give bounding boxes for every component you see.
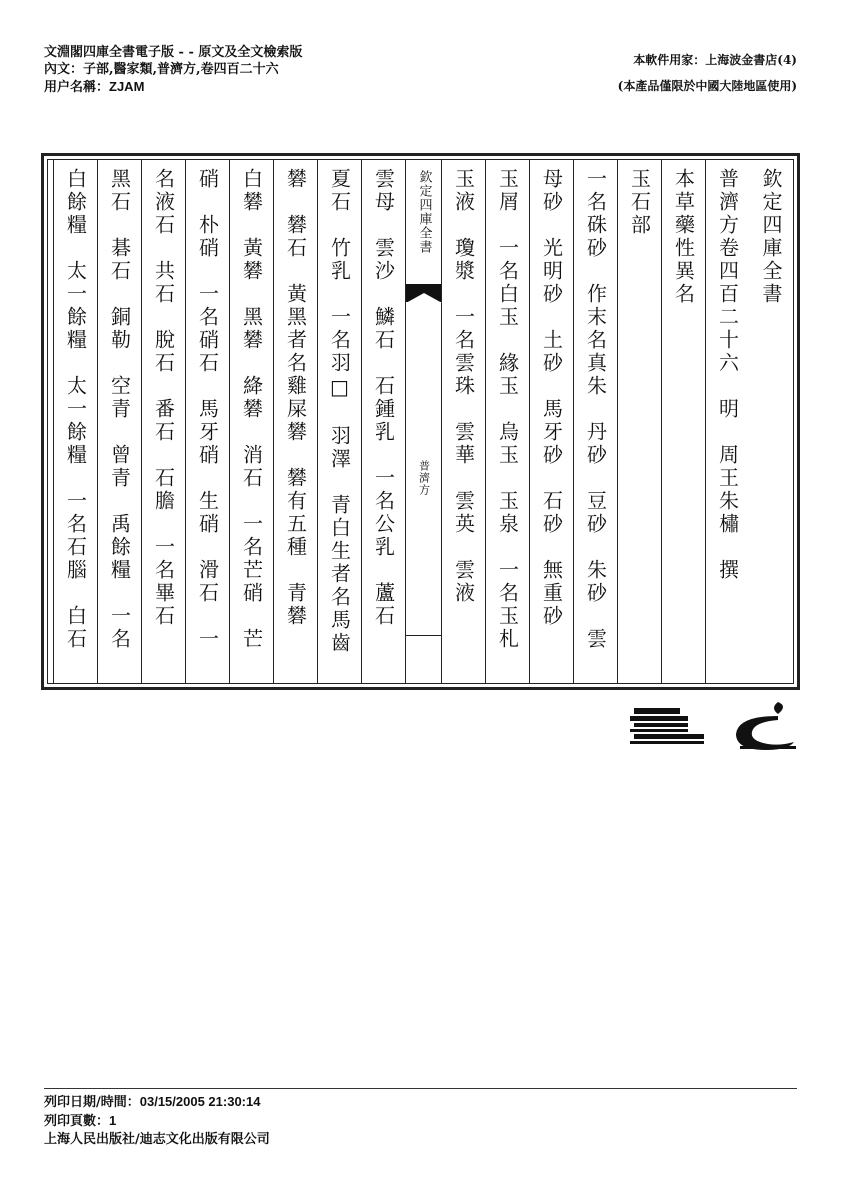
center-book-title: 欽定四庫全書: [416, 170, 432, 254]
print-time-label: 列印日期/時間：: [44, 1095, 140, 1110]
license-user: 本軟件用家：上海波金書店(4): [633, 53, 797, 67]
fishtail-mark: [406, 284, 441, 302]
column-text: 母砂 光明砂 土砂 馬牙砂 石砂 無重砂: [539, 168, 564, 628]
text-column: [441, 160, 485, 683]
text-column: [705, 160, 749, 683]
column-text: 雲母 雲沙 鱗石 石鍾乳 一名公乳 蘆石: [371, 168, 396, 628]
header-info: [44, 44, 302, 96]
column-text: 玉液 瓊漿 一名雲珠 雲華 雲英 雲液: [451, 168, 476, 605]
text-column: [485, 160, 529, 683]
footer-info: [44, 1093, 270, 1149]
text-column: [317, 160, 361, 683]
publisher: 上海人民出版社/迪志文化出版有限公司: [44, 1132, 270, 1147]
column-text: 玉屑 一名白玉 緣玉 烏玉 玉泉 一名玉札: [495, 168, 520, 651]
center-fishtail-column: [405, 160, 441, 683]
user-label: 用户名稱：: [44, 80, 110, 95]
text-column: [53, 160, 97, 683]
text-column: [141, 160, 185, 683]
column-text: 一名硃砂 作末名真朱 丹砂 豆砂 朱砂 雲: [583, 168, 608, 651]
text-column: [749, 160, 793, 683]
page-count-value: 1: [109, 1113, 117, 1128]
column-text: 白礬 黃礬 黑礬 絳礬 消石 一名芒硝 芒: [239, 168, 264, 651]
center-section-title: 普濟方: [417, 460, 431, 496]
column-text: 夏石 竹乳 一名羽□ 羽澤 青白生者名馬齒: [327, 168, 352, 655]
header-user: [44, 78, 302, 96]
text-column: [273, 160, 317, 683]
page-count-label: 列印頁數：: [44, 1114, 110, 1129]
header-title: 文淵閣四庫全書電子版 - - 原文及全文檢索版: [44, 45, 303, 60]
column-text: 本草藥性異名: [671, 168, 696, 306]
skqs-logo-icon: [628, 700, 803, 755]
column-text: 白餘糧 太一餘糧 太一餘糧 一名石腦 白石: [63, 168, 88, 651]
license-info: [618, 47, 797, 99]
text-column: [97, 160, 141, 683]
text-column: [617, 160, 661, 683]
column-text: 欽定四庫全書: [759, 168, 783, 306]
book-page-frame: [41, 153, 800, 690]
column-text: 玉石部: [627, 168, 652, 237]
text-column: [229, 160, 273, 683]
page-count: [44, 1112, 270, 1131]
text-column: [661, 160, 705, 683]
column-text: 硝 朴硝 一名硝石 馬牙硝 生硝 滑石 一: [195, 168, 220, 651]
column-text: 名液石 共石 脫石 番石 石膽 一名畢石: [151, 168, 176, 628]
text-column: [361, 160, 405, 683]
column-text: 黑石 碁石 銅勒 空青 曾青 禹餘糧 一名: [107, 168, 132, 651]
center-rule: [406, 635, 441, 636]
print-time-value: 03/15/2005 21:30:14: [139, 1094, 261, 1109]
user-value: ZJAM: [109, 79, 145, 94]
text-column: [573, 160, 617, 683]
text-column: [529, 160, 573, 683]
book-page: [47, 159, 794, 684]
header-content-path: 內文：子部,醫家類,普濟方,卷四百二十六: [44, 62, 279, 77]
text-column: [185, 160, 229, 683]
column-text: 普濟方卷四百二十六 明 周王朱橚 撰: [715, 168, 740, 582]
column-text: 礬 礬石 黃黑者名雞屎礬 礬有五種 青礬: [283, 168, 308, 628]
license-region: (本產品僅限於中國大陸地區使用): [617, 79, 797, 93]
footer-divider: [44, 1088, 797, 1089]
print-time: [44, 1093, 270, 1112]
